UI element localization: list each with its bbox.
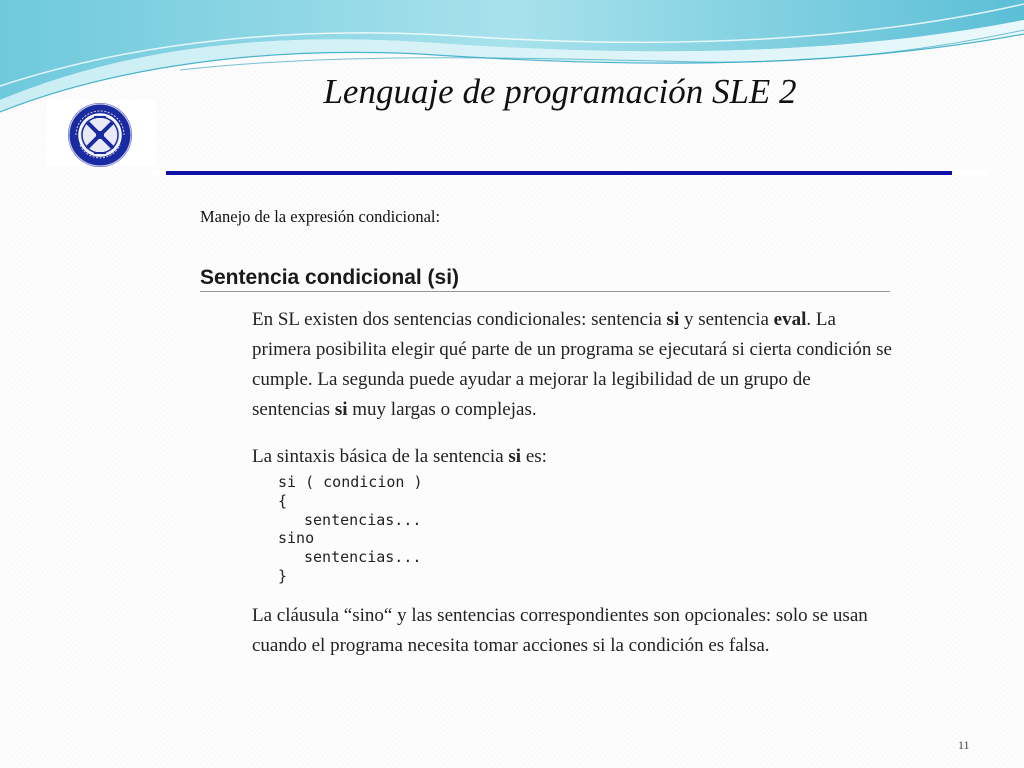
code-line: }	[278, 566, 288, 585]
title-underline	[152, 170, 988, 176]
panel-heading-rule	[200, 291, 890, 292]
para2-keyword-si: si	[508, 446, 522, 467]
panel-heading: Sentencia condicional (si)	[200, 266, 460, 289]
para1-text-e: . La primera posibilita elegir qué parte de un programa se ejecutará si cierta condición se cumple. La segunda puede ayudar a mejorar la legibilidad de un grupo de sentencias	[252, 309, 892, 420]
paragraph-intro	[252, 305, 892, 425]
title-underline-bar	[166, 171, 952, 175]
paragraph-syntax	[252, 442, 892, 472]
para1-text-a: En SL existen dos sentencias condicionales: sentencia	[252, 309, 667, 330]
para1-text-g: muy largas o complejas.	[347, 399, 537, 420]
para1-keyword-si: si	[666, 309, 680, 330]
para2-text-c: es:	[521, 446, 547, 467]
slide-page-number: 11	[958, 738, 970, 752]
code-line: sentencias...	[304, 510, 422, 529]
slide-subtitle: Manejo de la expresión condicional:	[200, 207, 441, 226]
slide-title: Lenguaje de programación SLE 2	[323, 72, 797, 111]
para1-keyword-eval: eval	[773, 309, 807, 330]
code-line: {	[278, 491, 288, 510]
institution-seal-logo	[66, 101, 134, 169]
code-line: sino	[278, 529, 315, 548]
para2-text-a: La sintaxis básica de la sentencia	[252, 446, 509, 467]
paragraph-sino-note: La cláusula “sino“ y las sentencias correspondientes son opcionales: solo se usan cuando el programa necesita tomar acciones si la condición es falsa.	[252, 605, 868, 656]
para1-text-c: y sentencia	[679, 309, 774, 330]
excerpt-panel	[192, 258, 900, 690]
para1-keyword-si-2: si	[334, 399, 348, 420]
code-block	[278, 473, 423, 586]
code-line: sentencias...	[304, 548, 422, 567]
code-line: si ( condicion )	[278, 473, 423, 491]
